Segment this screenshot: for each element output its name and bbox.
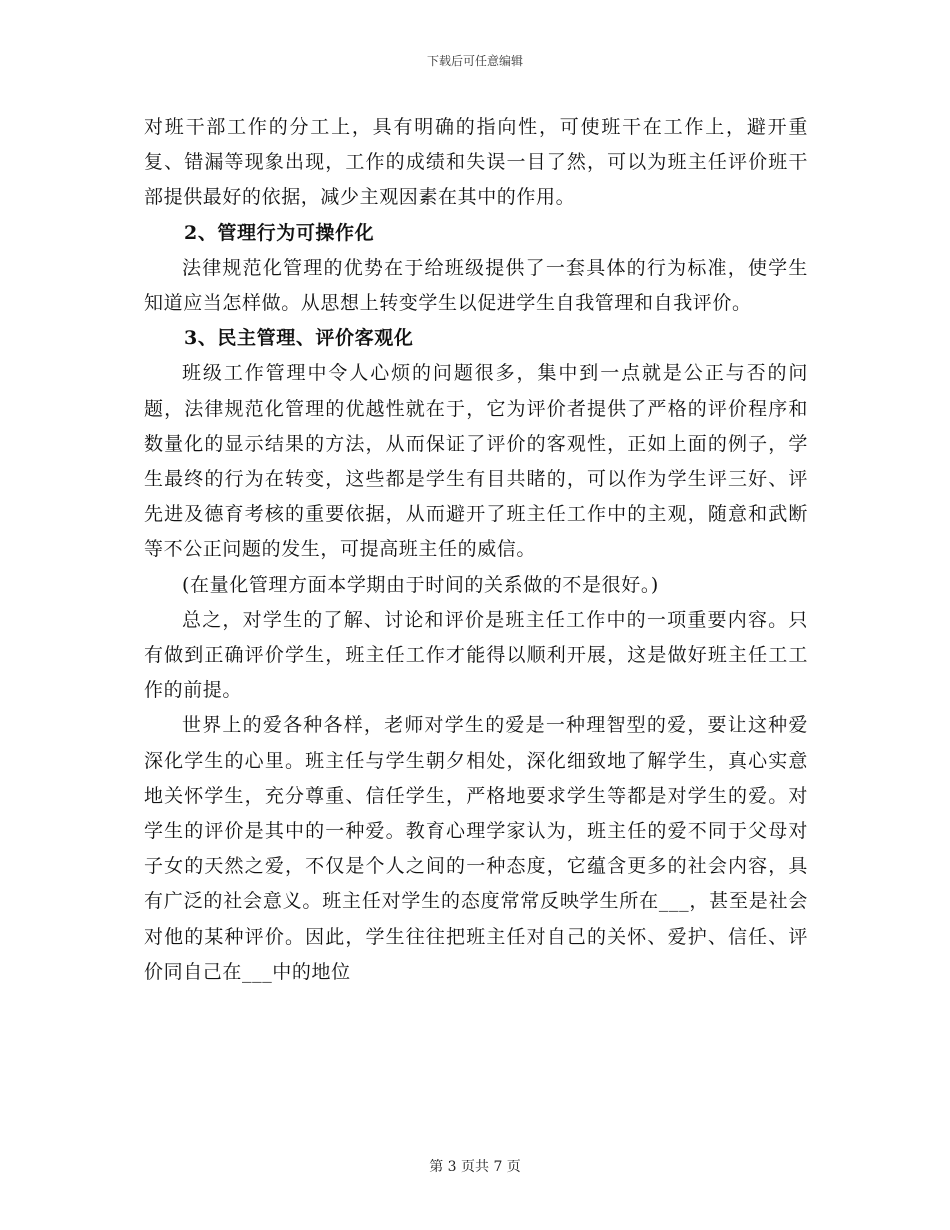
section-heading: 2、管理行为可操作化: [184, 221, 375, 244]
paragraph: 对班干部工作的分工上，具有明确的指向性，可使班干在工作上，避开重复、错漏等现象出现，工作的成绩和失误一目了然，可以为班主任评价班干部提供最好的依据，减少主观因素在其中的作用。: [144, 116, 808, 209]
paragraph: (在量化管理方面本学期由于时间的关系做的不是很好。): [182, 573, 659, 596]
paragraph: 法律规范化管理的优势在于给班级提供了一套具体的行为标准，使学生知道应当怎样做。从思想上转变学生以促进学生自我管理和自我评价。: [144, 256, 808, 315]
section-heading: 3、民主管理、评价客观化: [184, 327, 414, 350]
page-footer: 第 3 页共 7 页: [429, 1159, 521, 1175]
document-body: [144, 110, 808, 990]
paragraph: 世界上的爱各种各样，老师对学生的爱是一种理智型的爱，要让这种爱深化学生的心里。班主任与学生朝夕相处，深化细致地了解学生，真心实意地关怀学生，充分尊重、信任学生，严格地要求学生等都是对学生的爱。对学生的评价是其中的一种爱。教育心理学家认为，班主任的爱不同于父母对子女的天然之爱，不仅是个人之间的一种态度，它蕴含更多的社会内容，具有广泛的社会意义。班主任对学生的态度常常反映学生所在___，甚至是社会对他的某种评价。因此，学生往往把班主任对自己的关怀、爱护、信任、评价同自己在___中的地位: [144, 714, 808, 983]
page-header: 下载后可任意编辑: [426, 54, 523, 68]
paragraph: 班级工作管理中令人心烦的问题很多，集中到一点就是公正与否的问题，法律规范化管理的优越性就在于，它为评价者提供了严格的评价程序和数量化的显示结果的方法，从而保证了评价的客观性，正如上面的例子，学生最终的行为在转变，这些都是学生有目共睹的，可以作为学生评三好、评先进及德育考核的重要依据，从而避开了班主任工作中的主观，随意和武断等不公正问题的发生，可提高班主任的威信。: [144, 362, 808, 561]
paragraph: 总之，对学生的了解、讨论和评价是班主任工作中的一项重要内容。只有做到正确评价学生，班主任工作才能得以顺利开展，这是做好班主任工工作的前提。: [144, 608, 808, 702]
